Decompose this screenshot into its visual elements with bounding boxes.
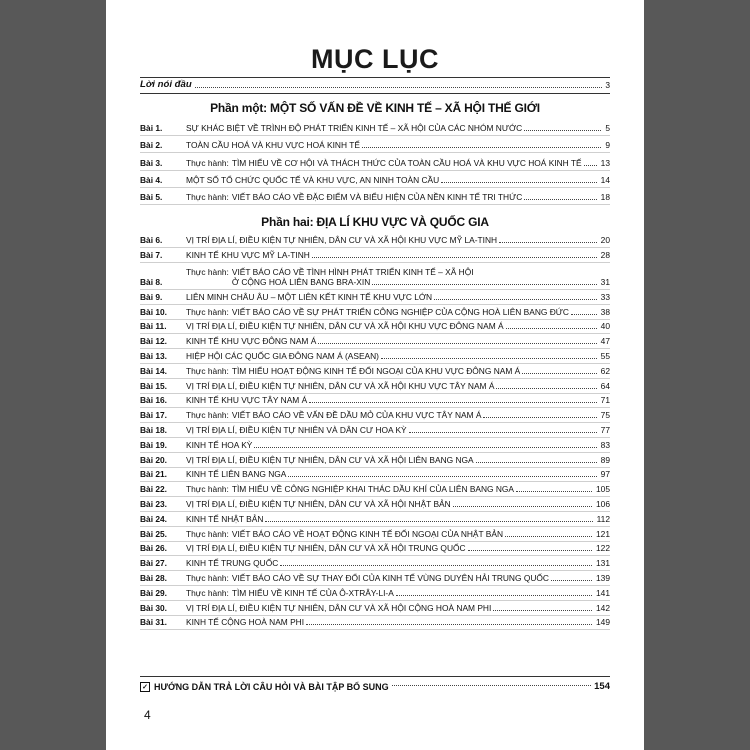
lesson-number: Bài 3. (140, 157, 163, 168)
lesson-title-text: KINH TẾ KHU VỰC MỸ LA-TINH (186, 249, 310, 260)
toc-entry (140, 408, 610, 423)
lesson-page: 55 (600, 350, 610, 361)
lesson-number: Bài 21. (140, 469, 168, 480)
lesson-page: 31 (600, 276, 610, 287)
section-heading-1: Phần một: MỘT SỐ VẤN ĐỀ VỀ KINH TẾ – XÃ HỘI THẾ GIỚI (210, 101, 540, 115)
lesson-title-text: VIẾT BÁO CÁO VỀ HOẠT ĐỘNG KINH TẾ ĐỐI NGOẠI CỦA NHẬT BẢN (231, 528, 504, 539)
lesson-page: 83 (600, 439, 610, 450)
lesson-title-text: KINH TẾ LIÊN BANG NGA (186, 469, 287, 480)
lesson-page: 38 (600, 306, 610, 317)
lesson-title-line (186, 469, 599, 479)
toc-entry (140, 556, 610, 571)
lesson-number: Bài 22. (140, 484, 168, 495)
leader-dots (280, 565, 592, 566)
lesson-title (186, 292, 599, 304)
lesson-prefix: Thực hành: (186, 484, 229, 495)
toc-entry (140, 453, 610, 468)
lesson-title-line (186, 235, 599, 245)
lesson-title-text: VỊ TRÍ ĐỊA LÍ, ĐIỀU KIỆN TỰ NHIÊN, DÂN CƯ VÀ XÃ HỘI KHU VỰC ĐÔNG NAM Á (186, 321, 504, 332)
lesson-title-line (186, 307, 599, 317)
lesson-number: Bài 12. (140, 336, 168, 347)
toc-entry (140, 482, 610, 497)
lesson-title (186, 588, 594, 600)
toc-entry (140, 233, 610, 248)
lesson-number: Bài 7. (140, 249, 163, 260)
title-rule (140, 77, 610, 78)
lesson-title-text: TÌM HIỂU VỀ CÔNG NGHIỆP KHAI THÁC DẦU KHÍ CỦA LIÊN BANG NGA (231, 484, 515, 495)
lesson-title (186, 366, 599, 378)
lesson-number: Bài 26. (140, 543, 168, 554)
leader-dots (584, 165, 597, 166)
lesson-number: Bài 19. (140, 439, 168, 450)
answers-page: 154 (594, 681, 610, 692)
leader-dots (516, 491, 592, 492)
page-number: 4 (144, 708, 151, 722)
leader-dots (483, 417, 596, 418)
lesson-title-line (186, 529, 594, 539)
leader-dots (381, 358, 597, 359)
lesson-title-text: VỊ TRÍ ĐỊA LÍ, ĐIỀU KIỆN TỰ NHIÊN VÀ DÂN CƯ HOA KỲ (186, 424, 407, 435)
toc-entry (140, 364, 610, 379)
lesson-page: 28 (600, 249, 610, 260)
toc-entry (140, 349, 610, 364)
lesson-prefix: Thực hành: (186, 191, 229, 202)
lesson-number: Bài 25. (140, 528, 168, 539)
preface-page: 3 (605, 80, 610, 90)
lesson-page: 77 (600, 424, 610, 435)
lesson-title (186, 381, 599, 393)
lesson-title-text: SỰ KHÁC BIỆT VỀ TRÌNH ĐỘ PHÁT TRIỂN KINH TẾ – XÃ HỘI CỦA CÁC NHÓM NƯỚC (186, 123, 523, 134)
leader-dots (493, 610, 592, 611)
lesson-page: 97 (600, 469, 610, 480)
leader-dots (396, 595, 592, 596)
leader-dots (551, 580, 592, 581)
lesson-title-text: VỊ TRÍ ĐỊA LÍ, ĐIỀU KIỆN TỰ NHIÊN, DÂN CƯ VÀ XÃ HỘI LIÊN BANG NGA (186, 454, 474, 465)
lesson-title (186, 617, 594, 629)
lesson-prefix: Thực hành: (186, 266, 229, 277)
toc-entry (140, 188, 610, 205)
lesson-page: 139 (596, 572, 610, 583)
lesson-title-line (186, 410, 599, 420)
lesson-title-line (186, 158, 599, 168)
toc-entry (140, 616, 610, 631)
lesson-title-line (186, 573, 594, 583)
lesson-title-line (186, 381, 599, 391)
lesson-title-line (186, 267, 599, 277)
answers-label: HƯỚNG DẪN TRẢ LỜI CÂU HỎI VÀ BÀI TẬP BỔ SUNG (154, 681, 389, 692)
leader-dots (522, 373, 596, 374)
lesson-number: Bài 28. (140, 572, 168, 583)
leader-dots (505, 536, 592, 537)
lesson-title-text: LIÊN MINH CHÂU ÂU – MỘT LIÊN KẾT KINH TẾ KHU VỰC LỚN (186, 291, 433, 302)
toc-entry (140, 136, 610, 153)
lesson-page: 33 (600, 291, 610, 302)
lesson-title-line (186, 617, 594, 627)
toc-entry (140, 394, 610, 409)
lesson-title (186, 410, 599, 422)
leader-dots (372, 284, 596, 285)
lesson-prefix: Thực hành: (186, 410, 229, 421)
lesson-title-line (186, 192, 599, 202)
leader-dots (306, 624, 592, 625)
leader-dots (318, 343, 596, 344)
lesson-title-text: VỊ TRÍ ĐỊA LÍ, ĐIỀU KIỆN TỰ NHIÊN, DÂN CƯ VÀ XÃ HỘI CỘNG HOÀ NAM PHI (186, 602, 492, 613)
lesson-title (186, 235, 599, 247)
lesson-title-text: KINH TẾ CỘNG HOÀ NAM PHI (186, 617, 305, 628)
lesson-number: Bài 27. (140, 558, 168, 569)
lesson-title-line (186, 425, 599, 435)
lesson-title-line (186, 140, 603, 150)
lesson-title-line (186, 558, 594, 568)
lesson-title-text: VỊ TRÍ ĐỊA LÍ, ĐIỀU KIỆN TỰ NHIÊN, DÂN CƯ VÀ XÃ HỘI KHU VỰC MỸ LA-TINH (186, 234, 498, 245)
leader-dots (524, 199, 596, 200)
lesson-number: Bài 16. (140, 395, 168, 406)
leader-dots (468, 550, 592, 551)
lesson-number: Bài 29. (140, 587, 168, 598)
lesson-title-text: TÌM HIỂU VỀ CƠ HỘI VÀ THÁCH THỨC CỦA TOÀN CẦU HOÁ VÀ KHU VỰC HOÁ KINH TẾ (231, 157, 582, 168)
lesson-title (186, 484, 594, 496)
toc-section-1 (140, 119, 610, 205)
leader-dots (499, 242, 597, 243)
leader-dots (506, 328, 597, 329)
leader-dots (409, 432, 597, 433)
lesson-title (186, 351, 599, 363)
toc-entry (140, 290, 610, 305)
lesson-title (186, 455, 599, 467)
lesson-page: 121 (596, 528, 610, 539)
toc-entry (140, 248, 610, 263)
toc-entry (140, 305, 610, 320)
lesson-number: Bài 14. (140, 365, 168, 376)
lesson-title-text: KINH TẾ TRUNG QUỐC (186, 558, 279, 569)
lesson-title-line (186, 366, 599, 376)
toc-entry (140, 542, 610, 557)
lesson-number: Bài 30. (140, 602, 168, 613)
lesson-page: 131 (596, 558, 610, 569)
lesson-prefix: Thực hành: (186, 365, 229, 376)
lesson-title-text: VIẾT BÁO CÁO VỀ VẤN ĐỀ DẦU MỎ CỦA KHU VỰC TÂY NAM Á (231, 410, 482, 421)
lesson-page: 20 (600, 234, 610, 245)
lesson-title-text: VIẾT BÁO CÁO VỀ TÌNH HÌNH PHÁT TRIỂN KINH TẾ – XÃ HỘI (231, 266, 474, 277)
answers-entry (140, 676, 610, 692)
lesson-title-line (186, 543, 594, 553)
lesson-title (186, 158, 599, 170)
lesson-number: Bài 2. (140, 140, 163, 151)
toc-entry (140, 512, 610, 527)
lesson-page: 5 (605, 123, 610, 134)
lesson-title (186, 514, 595, 526)
toc-entry (140, 571, 610, 586)
lesson-number: Bài 24. (140, 513, 168, 524)
page-title: MỤC LỤC (311, 44, 439, 74)
lesson-title-line (186, 603, 594, 613)
lesson-title (186, 499, 594, 511)
lesson-title-text: KINH TẾ KHU VỰC ĐÔNG NAM Á (186, 336, 317, 347)
lesson-prefix: Thực hành: (186, 157, 229, 168)
lesson-title-text: Ở CỘNG HOÀ LIÊN BANG BRA-XIN (231, 276, 371, 287)
leader-dots (496, 388, 596, 389)
lesson-page: 142 (596, 602, 610, 613)
lesson-number: Bài 11. (140, 321, 167, 332)
lesson-prefix: Thực hành: (186, 587, 229, 598)
lesson-title (186, 543, 594, 555)
preface-rule (140, 93, 610, 94)
lesson-title (186, 558, 594, 570)
lesson-title-line (186, 336, 599, 346)
lesson-page: 75 (600, 410, 610, 421)
lesson-number: Bài 5. (140, 191, 163, 202)
leader-dots (309, 402, 597, 403)
lesson-number: Bài 9. (140, 291, 163, 302)
leader-dots (524, 130, 601, 131)
lesson-title (186, 123, 603, 135)
lesson-number: Bài 10. (140, 306, 168, 317)
toc-entry (140, 438, 610, 453)
toc-entry (140, 263, 610, 290)
preface-entry (140, 79, 610, 90)
lesson-title-line (186, 321, 599, 331)
toc-entry (140, 601, 610, 616)
lesson-title (186, 307, 599, 319)
lesson-number: Bài 6. (140, 234, 163, 245)
lesson-title (186, 250, 599, 262)
lesson-title-text: HIỆP HỘI CÁC QUỐC GIA ĐÔNG NAM Á (ASEAN) (186, 350, 379, 361)
lesson-title (186, 469, 599, 481)
preface-label: Lời nói đầu (140, 79, 192, 90)
lesson-title-line (186, 250, 599, 260)
lesson-page: 18 (600, 191, 610, 202)
leader-dots (195, 87, 603, 88)
toc-entry (140, 320, 610, 335)
lesson-number: Bài 18. (140, 424, 168, 435)
leader-dots (441, 182, 596, 183)
lesson-page: 64 (600, 380, 610, 391)
lesson-title-line (186, 292, 599, 302)
lesson-title-line (186, 588, 594, 598)
lesson-title-line (186, 514, 595, 524)
lesson-page: 13 (600, 157, 610, 168)
lesson-page: 141 (596, 587, 610, 598)
lesson-page: 40 (600, 321, 610, 332)
leader-dots (312, 257, 597, 258)
lesson-title-line (186, 440, 599, 450)
lesson-page: 89 (600, 454, 610, 465)
lesson-title-line (186, 484, 594, 494)
lesson-number: Bài 15. (140, 380, 168, 391)
toc-entry (140, 423, 610, 438)
lesson-page: 106 (596, 498, 610, 509)
lesson-title-line (186, 499, 594, 509)
lesson-title-line (186, 455, 599, 465)
lesson-title-text: VIẾT BÁO CÁO VỀ SỰ THAY ĐỔI CỦA KINH TẾ VÙNG DUYÊN HẢI TRUNG QUỐC (231, 572, 549, 583)
lesson-page: 149 (596, 617, 610, 628)
toc-entry (140, 153, 610, 170)
lesson-number: Bài 31. (140, 617, 168, 628)
lesson-page: 122 (596, 543, 610, 554)
lesson-title-line (186, 175, 599, 185)
lesson-number: Bài 13. (140, 350, 168, 361)
leader-dots (476, 462, 597, 463)
lesson-number: Bài 4. (140, 174, 163, 185)
lesson-title (186, 140, 603, 152)
lesson-title-line (186, 395, 599, 405)
toc-entry (140, 527, 610, 542)
lesson-title-line (186, 351, 599, 361)
leader-dots (453, 506, 592, 507)
lesson-page: 14 (600, 174, 610, 185)
lesson-number: Bài 1. (140, 123, 163, 134)
lesson-title-text: VIẾT BÁO CÁO VỀ ĐẶC ĐIỂM VÀ BIỂU HIỆN CỦA NỀN KINH TẾ TRI THỨC (231, 191, 523, 202)
lesson-title-text: TOÀN CẦU HOÁ VÀ KHU VỰC HOÁ KINH TẾ (186, 140, 360, 151)
toc-entry (140, 497, 610, 512)
lesson-title-line (186, 123, 603, 133)
lesson-title (186, 267, 599, 289)
lesson-title (186, 321, 599, 333)
lesson-number: Bài 8. (140, 276, 163, 287)
leader-dots (434, 299, 597, 300)
lesson-title-text: VIẾT BÁO CÁO VỀ SỰ PHÁT TRIỂN CÔNG NGHIỆP CỦA CỘNG HOÀ LIÊN BANG ĐỨC (231, 306, 569, 317)
lesson-page: 62 (600, 365, 610, 376)
book-page (106, 0, 644, 750)
lesson-title-text: KINH TẾ KHU VỰC TÂY NAM Á (186, 395, 308, 406)
lesson-title (186, 175, 599, 187)
lesson-title-text: KINH TẾ HOA KỲ (186, 439, 253, 450)
toc-entry (140, 586, 610, 601)
leader-dots (265, 521, 592, 522)
toc-entry (140, 171, 610, 188)
lesson-title-text: MỘT SỐ TỔ CHỨC QUỐC TẾ VÀ KHU VỰC, AN NINH TOÀN CẦU (186, 174, 440, 185)
lesson-page: 9 (605, 140, 610, 151)
lesson-title (186, 573, 594, 585)
lesson-title (186, 336, 599, 348)
leader-dots (362, 147, 601, 148)
lesson-number: Bài 23. (140, 498, 168, 509)
lesson-page: 112 (596, 513, 610, 524)
section-heading-2: Phần hai: ĐỊA LÍ KHU VỰC VÀ QUỐC GIA (261, 215, 489, 229)
lesson-title (186, 425, 599, 437)
toc-entry (140, 468, 610, 483)
lesson-title (186, 192, 599, 204)
toc-entry (140, 334, 610, 349)
leader-dots (288, 476, 596, 477)
checkbox-icon: ✓ (140, 682, 150, 692)
lesson-page: 105 (596, 484, 610, 495)
leader-dots (392, 685, 591, 686)
lesson-title (186, 529, 594, 541)
toc-entry (140, 379, 610, 394)
lesson-title-text: KINH TẾ NHẬT BẢN (186, 513, 264, 524)
lesson-prefix: Thực hành: (186, 306, 229, 317)
lesson-prefix: Thực hành: (186, 572, 229, 583)
lesson-title-text: VỊ TRÍ ĐỊA LÍ, ĐIỀU KIỆN TỰ NHIÊN, DÂN CƯ VÀ XÃ HỘI NHẬT BẢN (186, 498, 451, 509)
lesson-title (186, 440, 599, 452)
lesson-number: Bài 17. (140, 410, 168, 421)
lesson-prefix: Thực hành: (186, 528, 229, 539)
leader-dots (571, 314, 597, 315)
lesson-title (186, 395, 599, 407)
lesson-title-text: VỊ TRÍ ĐỊA LÍ, ĐIỀU KIỆN TỰ NHIÊN, DÂN CƯ VÀ XÃ HỘI TRUNG QUỐC (186, 543, 466, 554)
lesson-title-text: TÌM HIỂU VỀ KINH TẾ CỦA Ô-XTRÂY-LI-A (231, 587, 394, 598)
lesson-title-text: VỊ TRÍ ĐỊA LÍ, ĐIỀU KIỆN TỰ NHIÊN, DÂN CƯ VÀ XÃ HỘI KHU VỰC TÂY NAM Á (186, 380, 495, 391)
toc-entry (140, 119, 610, 136)
lesson-title-text: TÌM HIỂU HOẠT ĐỘNG KINH TẾ ĐỐI NGOẠI CỦA KHU VỰC ĐÔNG NAM Á (231, 365, 521, 376)
lesson-page: 47 (600, 336, 610, 347)
lesson-title (186, 603, 594, 615)
lesson-title-line (186, 277, 599, 287)
toc-section-2 (140, 233, 610, 630)
lesson-page: 71 (600, 395, 610, 406)
leader-dots (254, 447, 596, 448)
lesson-number: Bài 20. (140, 454, 168, 465)
